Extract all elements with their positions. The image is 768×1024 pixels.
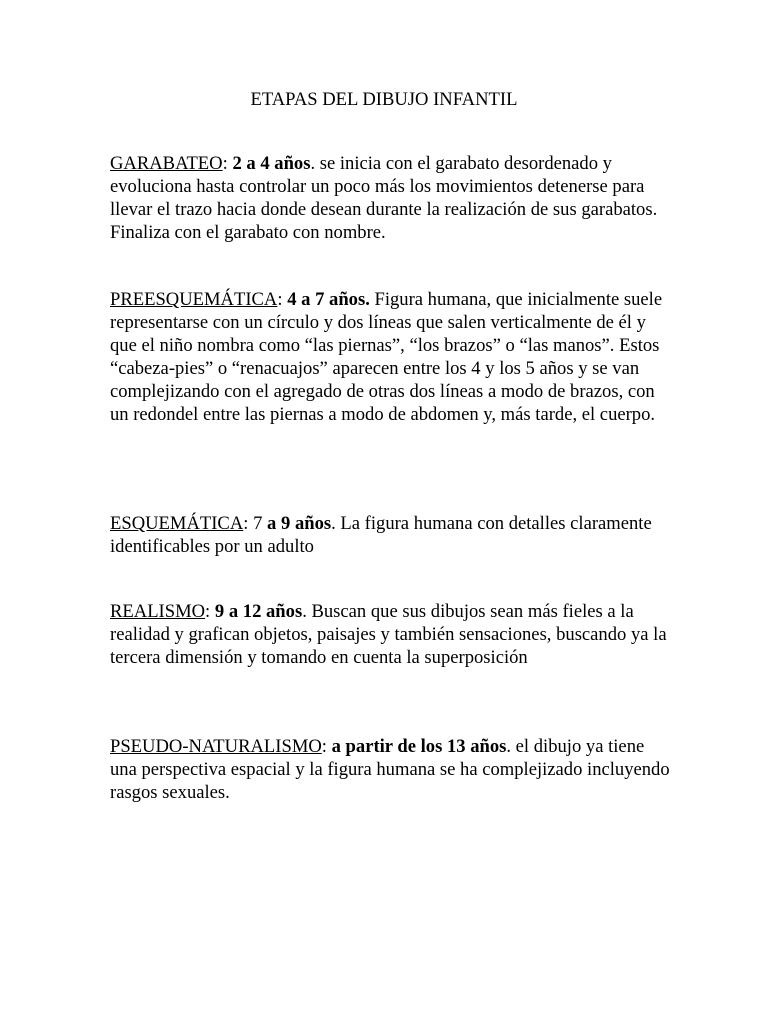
stage-description: . La figura humana con detalles claramente identificables por un adulto [110, 513, 652, 557]
stage-paragraph-garabateo [110, 152, 670, 244]
stage-term: PSEUDO-NATURALISMO [110, 736, 322, 757]
stage-age-prefix: 7 [253, 513, 268, 534]
stage-separator: : [243, 513, 254, 534]
stage-age-range: a 9 años [267, 513, 332, 534]
stage-separator: : [222, 153, 233, 174]
stage-age-range: 9 a 12 años [214, 601, 303, 622]
stage-separator: : [321, 736, 332, 757]
stage-description: Figura humana, que inicialmente suele representarse con un círculo y dos líneas que salen verticalmente de él y que el niño nombra como “las piernas”, “los brazos” o “las manos”. Estos “cabeza-pies” o “renacuajos” aparecen entre los 4 y los 5 años y se van complejizando con el agregado de otras dos líneas a modo de brazos, con un redondel entre las piernas a modo de abdomen y, más tarde, el cuerpo. [110, 289, 663, 425]
stage-age-range: a partir de los 13 años [331, 736, 507, 757]
stage-paragraph-pseudo-naturalismo [110, 735, 670, 804]
stage-description: . Buscan que sus dibujos sean más fieles a la realidad y grafican objetos, paisajes y también sensaciones, buscando ya la tercera dimensión y tomando en cuenta la superposición [110, 601, 667, 668]
stage-age-range: 4 a 7 años. [287, 289, 370, 310]
stage-term: ESQUEMÁTICA [110, 513, 244, 534]
stage-term: REALISMO [110, 601, 206, 622]
stage-paragraph-realismo [110, 600, 670, 669]
document-title: ETAPAS DEL DIBUJO INFANTIL [250, 89, 518, 110]
stage-term: PREESQUEMÁTICA [110, 289, 278, 310]
stage-description: . el dibujo ya tiene una perspectiva espacial y la figura humana se ha complejizado incluyendo rasgos sexuales. [110, 736, 670, 803]
stage-separator: : [277, 289, 288, 310]
stage-age-range: 2 a 4 años [232, 153, 311, 174]
stage-paragraph-preesquematica [110, 288, 670, 426]
stage-description: . se inicia con el garabato desordenado y evoluciona hasta controlar un poco más los movimientos detenerse para llevar el trazo hacia donde desean durante la realización de sus garabatos. Finaliza con el garabato con nombre. [110, 153, 658, 243]
stage-separator: : [205, 601, 215, 622]
stage-term: GARABATEO [110, 153, 223, 174]
stage-paragraph-esquematica [110, 512, 670, 558]
